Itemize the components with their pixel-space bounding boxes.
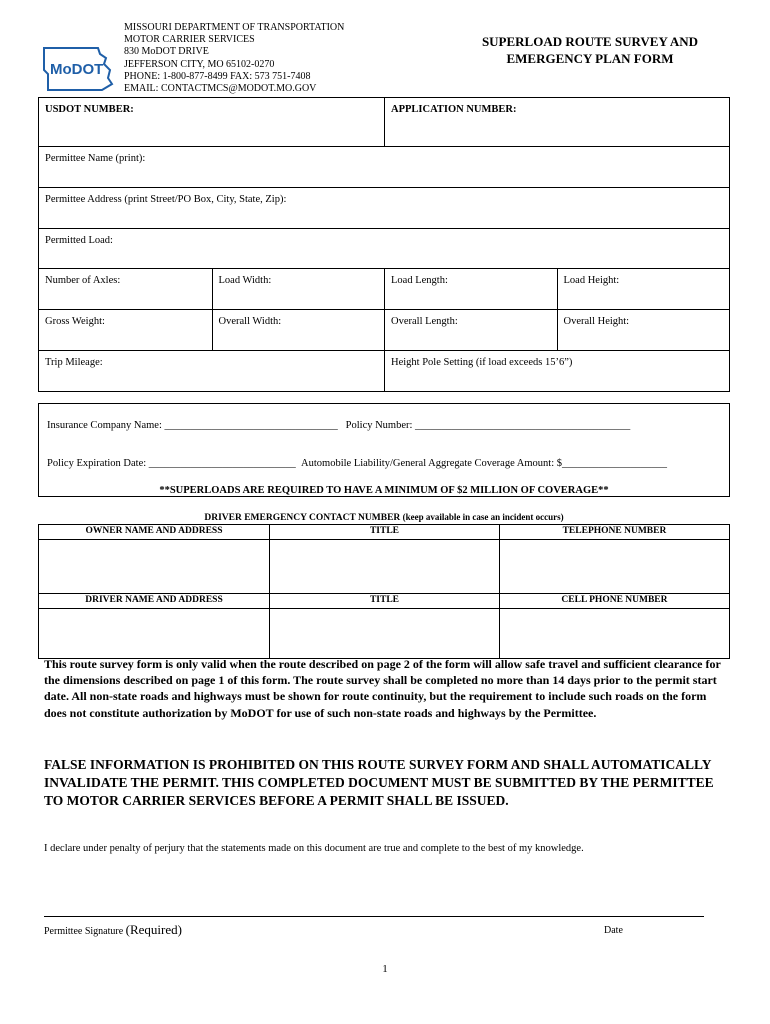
permittee-address-field[interactable]: Permittee Address (print Street/PO Box, City, State, Zip): <box>45 194 287 205</box>
coverage-requirement-note: **SUPERLOADS ARE REQUIRED TO HAVE A MINIMUM OF $2 MILLION OF COVERAGE** <box>159 485 609 496</box>
agency-line: JEFFERSON CITY, MO 65102-0270 <box>124 58 275 70</box>
owner-name-header: OWNER NAME AND ADDRESS <box>85 526 223 536</box>
policy-expiration-field[interactable]: Policy Expiration Date: ____________________________ <box>47 458 296 469</box>
driver-name-cell[interactable] <box>39 609 269 658</box>
validity-paragraph: This route survey form is only valid when the route described on page 2 of the form will allow safe travel and sufficient clearance for the dimensions described on page 1 of this form. The route survey shall be completed no more than 14 days prior to the permit start date. All non-state roads and highways must be shown for route continuity, but the requirement to include such roads on the form does not constitute authorization by MoDOT for use of such non-state roads and highways by the Permittee. <box>44 657 721 720</box>
agency-line: EMAIL: CONTACTMCS@MODOT.MO.GOV <box>124 83 317 95</box>
insurance-line-2 <box>47 458 667 469</box>
overall-length-field[interactable]: Overall Length: <box>384 310 557 350</box>
form-title <box>450 33 730 67</box>
overall-height-field[interactable]: Overall Height: <box>557 310 730 350</box>
signature-label-text: Permittee Signature <box>44 926 124 937</box>
date-label: Date <box>604 925 623 936</box>
gross-weight-field[interactable]: Gross Weight: <box>45 316 105 327</box>
owner-title-header: TITLE <box>269 525 499 539</box>
false-information-warning: FALSE INFORMATION IS PROHIBITED ON THIS ROUTE SURVEY FORM AND SHALL AUTOMATICALLY INVALIDATE THE PERMIT. THIS COMPLETED DOCUMENT MUST BE SUBMITTED BY THE PERMITTEE TO MOTOR CARRIER SERVICES BEFORE A PERMIT SHALL BE ISSUED. <box>44 757 714 808</box>
load-width-field[interactable]: Load Width: <box>212 269 385 309</box>
coverage-amount-field[interactable]: Automobile Liability/General Aggregate Coverage Amount: $____________________ <box>301 458 668 469</box>
driver-title-cell[interactable] <box>269 609 499 658</box>
agency-address <box>124 22 344 95</box>
page-number: 1 <box>382 963 388 975</box>
load-height-field[interactable]: Load Height: <box>557 269 730 309</box>
agency-line: PHONE: 1-800-877-8499 FAX: 573 751-7408 <box>124 70 311 82</box>
emergency-contact-table <box>38 524 730 659</box>
insurance-line-1 <box>47 420 630 431</box>
height-pole-setting-field[interactable]: Height Pole Setting (if load exceeds 15’6”) <box>384 351 729 391</box>
permittee-name-field[interactable]: Permittee Name (print): <box>45 153 146 164</box>
modot-logo <box>40 44 116 94</box>
cell-phone-header: CELL PHONE NUMBER <box>499 594 729 608</box>
form-title-line2: EMERGENCY PLAN FORM <box>506 51 674 66</box>
insurance-box <box>38 403 730 497</box>
logo-text: MoDOT <box>50 61 104 78</box>
policy-number-field[interactable]: Policy Number: _________________________________________ <box>345 420 631 431</box>
agency-line: 830 MoDOT DRIVE <box>124 46 209 58</box>
telephone-header: TELEPHONE NUMBER <box>499 525 729 539</box>
agency-line: MOTOR CARRIER SERVICES <box>124 34 255 46</box>
signature-required: (Required) <box>125 922 182 937</box>
usdot-number-field[interactable]: USDOT NUMBER: <box>45 104 134 115</box>
perjury-declaration: I declare under penalty of perjury that the statements made on this document are true and complete to the best of my knowledge. <box>44 843 584 854</box>
signature-label <box>44 922 182 938</box>
driver-name-header: DRIVER NAME AND ADDRESS <box>85 595 223 605</box>
form-title-line1: SUPERLOAD ROUTE SURVEY AND <box>481 34 699 49</box>
agency-line: MISSOURI DEPARTMENT OF TRANSPORTATION <box>124 22 345 33</box>
owner-name-cell[interactable] <box>39 540 269 593</box>
telephone-cell[interactable] <box>499 540 729 593</box>
emergency-contact-heading: DRIVER EMERGENCY CONTACT NUMBER <box>204 513 401 523</box>
overall-width-field[interactable]: Overall Width: <box>212 310 385 350</box>
application-number-field[interactable]: APPLICATION NUMBER: <box>384 98 729 146</box>
emergency-contact-title <box>38 512 730 523</box>
signature-line[interactable] <box>44 916 704 917</box>
permitted-load-field[interactable]: Permitted Load: <box>45 235 113 246</box>
insurance-company-field[interactable]: Insurance Company Name: _________________________________ <box>47 420 338 431</box>
driver-title-header: TITLE <box>269 594 499 608</box>
load-length-field[interactable]: Load Length: <box>384 269 557 309</box>
number-of-axles-field[interactable]: Number of Axles: <box>45 275 121 286</box>
permit-fields-grid <box>38 97 730 392</box>
owner-title-cell[interactable] <box>269 540 499 593</box>
cell-phone-cell[interactable] <box>499 609 729 658</box>
trip-mileage-field[interactable]: Trip Mileage: <box>45 357 103 368</box>
emergency-contact-note: (keep available in case an incident occurs) <box>402 512 564 522</box>
